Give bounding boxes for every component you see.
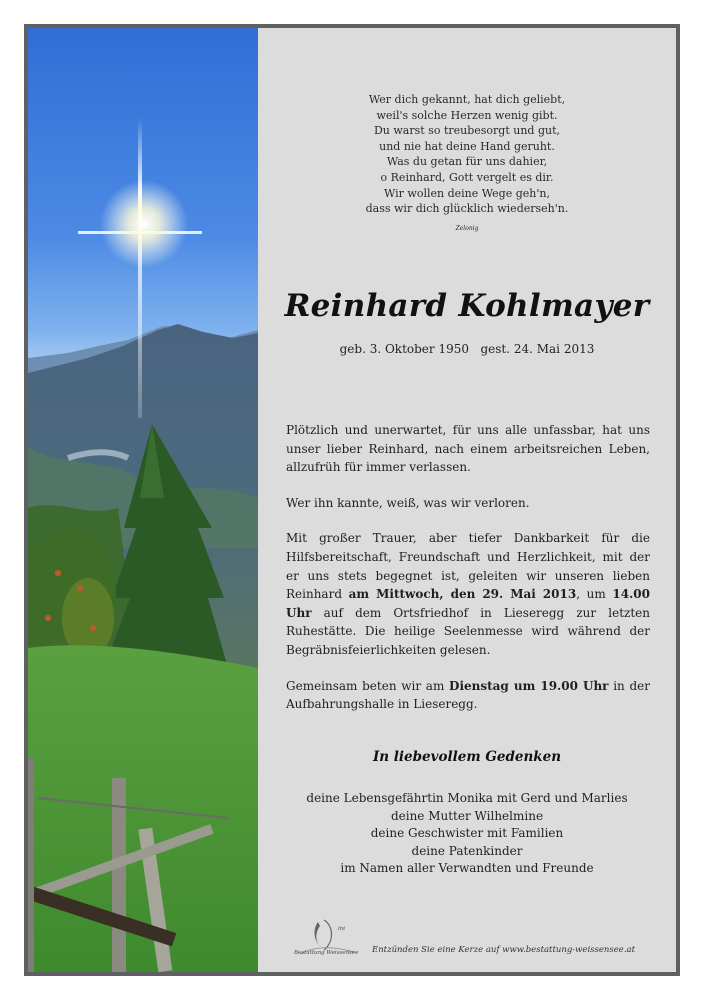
obituary-panel (258, 28, 676, 972)
obituary-frame (24, 24, 680, 976)
birth-death-dates: geb. 3. Oktober 1950 gest. 24. Mai 2013 (339, 342, 595, 356)
logo-text-top: ini (338, 926, 346, 932)
poem-line: o Reinhard, Gott vergelt es dir. (380, 170, 554, 184)
text: Mit großer Trauer, aber tiefer Dankbarkeit für die Hilfsbereitschaft, Freundschaft und Herzlichkeit, mit der er uns stets begegnet ist, geleiten wir unseren lieben Reinhard (286, 531, 650, 602)
mourners-list (258, 790, 676, 878)
poem-line: Was du getan für uns dahier, (386, 155, 548, 169)
text: in der Aufbahrungshalle in Lieseregg. (286, 678, 650, 712)
mourner-line: deine Geschwister mit Familien (370, 826, 564, 840)
poem-line: Du warst so treubesorgt und gut, (373, 124, 561, 138)
prayer-time: Dienstag um 19.00 Uhr (449, 678, 609, 693)
funeral-time: 14.00 Uhr (286, 587, 650, 620)
poem-line: weil's solche Herzen wenig gibt. (376, 108, 558, 122)
poem-signature: Zelonig (455, 224, 479, 232)
deceased-name: Reinhard Kohlmayer (284, 288, 650, 324)
paragraph-remembrance: Wer ihn kannte, weiß, was wir verloren. (286, 495, 530, 510)
text: Gemeinsam beten wir am (286, 678, 450, 693)
logo-text-bottom: Bestattung Weissensee (294, 950, 359, 956)
text: auf dem Ortsfriedhof in Lieseregg zur letzten Ruhestätte. Die heilige Seelenmesse wird während der Begräbnisfeierlichkeiten gelesen. (286, 605, 650, 657)
mountain-cross-image (28, 28, 258, 972)
paragraph-prayer (286, 677, 650, 714)
paragraph-funeral-details (286, 529, 650, 659)
candle-link[interactable]: Entzünden Sie eine Kerze auf www.bestattung-weissensee.at (372, 945, 636, 955)
mourner-line: deine Patenkinder (411, 843, 523, 858)
funeral-date: am Mittwoch, den 29. Mai 2013 (348, 587, 577, 602)
memorial-photo (28, 28, 258, 972)
paragraph-announcement: Plötzlich und unerwartet, für uns alle unfassbar, hat uns unser lieber Reinhard, nach einem arbeitsreichen Leben, allzufrüh für immer verlassen. (286, 423, 650, 475)
closing-heading: In liebevollem Gedenken (372, 749, 562, 765)
poem-line: und nie hat deine Hand geruht. (379, 139, 555, 153)
memorial-poem (258, 92, 676, 236)
mourner-line: im Namen aller Verwandten und Freunde (340, 861, 594, 875)
poem-line: Wer dich gekannt, hat dich geliebt, (368, 93, 566, 106)
funeral-home-logo (294, 916, 366, 960)
mourner-line: deine Lebensgefährtin Monika mit Gerd und Marlies (306, 791, 628, 805)
footer (294, 916, 674, 960)
poem-line: dass wir dich glücklich wiederseh'n. (365, 202, 569, 216)
obituary-text (286, 421, 650, 731)
text: , um (576, 587, 613, 602)
mourner-line: deine Mutter Wilhelmine (390, 808, 544, 823)
poem-line: Wir wollen deine Wege geh'n, (384, 186, 550, 200)
